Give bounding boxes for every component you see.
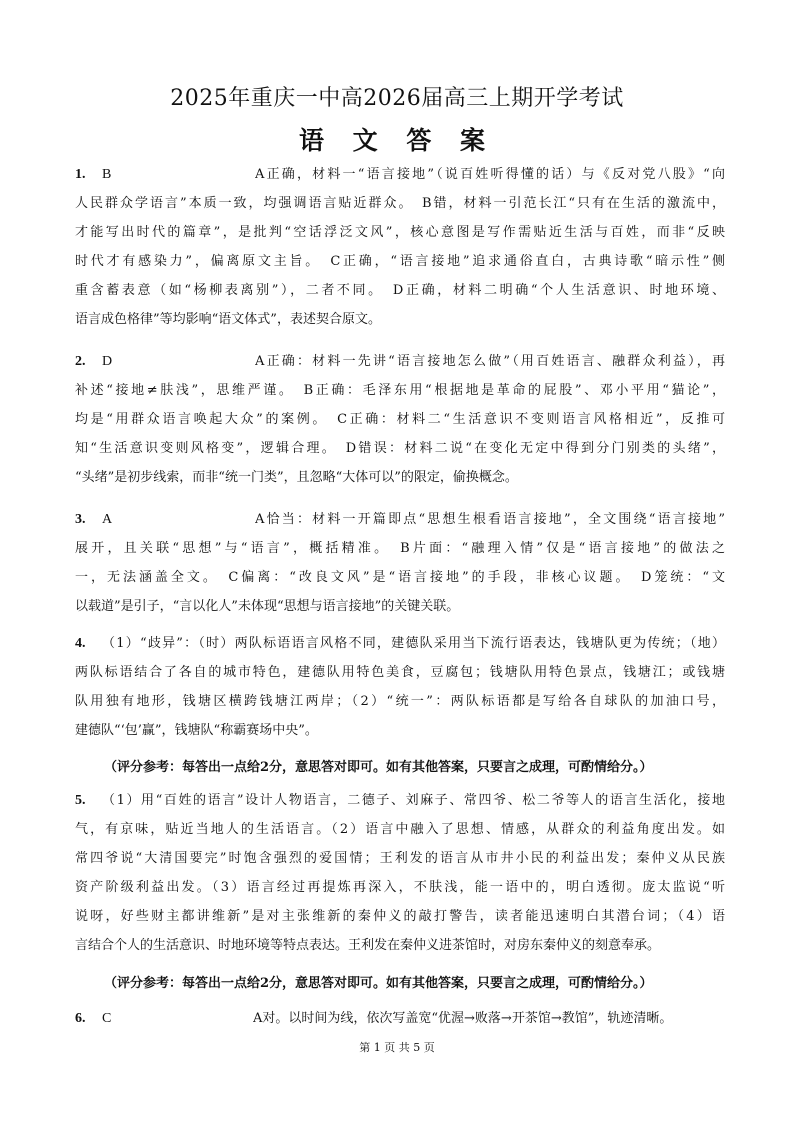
scoring-note: （评分参考：每答出一点给2分，意思答对即可。如有其他答案，只要言之成理，可酌情给分。） xyxy=(104,760,653,775)
answer-line: 一，无法涵盖全文。 C偏离：“改良文风”是“语言接地”的手段，非核心议题。 D笼统：“文 xyxy=(75,570,725,585)
answer-choice: B xyxy=(102,167,112,182)
answer-line: 以载道”是引子，“言以化人”未体现“思想与语言接地”的关键关联。 xyxy=(75,599,460,614)
question-number: 2. xyxy=(75,354,86,369)
answer-line: （1）“歧异”：（时）两队标语语言风格不同，建德队采用当下流行语表达，钱塘队更为传统；（地） xyxy=(102,636,725,651)
answer-line: 均是“用群众语言唤起大众”的案例。 C正确：材料二“生活意识不变则语言风格相近”，反推可 xyxy=(75,412,725,427)
answer-line: 语言成色格律”等均影响“语文体式”，表述契合原文。 xyxy=(75,312,381,327)
answer-line: 常四爷说“大清国要完”时饱含强烈的爱国情；王利发的语言从市井小民的利益出发；秦仲义从民族 xyxy=(75,851,725,866)
answer-line: A对。以时间为线，依次写盖宽“优渥→败落→开茶馆→教馆”，轨迹清晰。 xyxy=(253,1011,673,1026)
answer-line: A正确：材料一先讲“语言接地怎么做”（用百姓语言、融群众利益），再 xyxy=(255,354,725,369)
answer-line: 说呀，好些财主都讲维新”是对主张维新的秦仲义的敲打警告，读者能迅速明白其潜台词；（4）语 xyxy=(75,909,725,924)
answer-line: 展开，且关联“思想”与“语言”，概括精准。 B片面：“融理入情”仅是“语言接地”的做法之 xyxy=(75,541,725,556)
answer-line: （1）用“百姓的语言”设计人物语言，二德子、刘麻子、常四爷、松二爷等人的语言生活化，接地 xyxy=(102,793,725,808)
question-number: 6. xyxy=(75,1011,86,1026)
answer-choice: A xyxy=(102,512,113,527)
answer-choice: D xyxy=(102,354,113,369)
document-title: 2025年重庆一中高2026届高三上期开学考试 xyxy=(170,86,624,111)
scoring-note: （评分参考：每答出一点给2分，意思答对即可。如有其他答案，只要言之成理，可酌情给分。） xyxy=(104,976,653,991)
answer-line: 人民群众学语言”本质一致，均强调语言贴近群众。 B错，材料一引范长江“只有在生活的激流中， xyxy=(75,196,725,211)
question-number: 4. xyxy=(75,636,86,651)
answer-line: 言结合个人的生活意识、时地环境等特点表达。王利发在秦仲义进茶馆时，对房东秦仲义的刻意奉承。 xyxy=(75,938,661,953)
answer-line: 队用独有地形，钱塘区横跨钱塘江两岸；（2）“统一”：两队标语都是写给各自球队的加油口号， xyxy=(75,694,725,709)
answer-line: 才能写出时代的篇章”，是批判“空话浮泛文风”，核心意图是写作需贴近生活与百姓，而非“反映 xyxy=(75,225,725,240)
answer-line: 建德队“‘包’赢”，钱塘队“称霸赛场中央”。 xyxy=(75,723,318,738)
answer-line: 气，有京味，贴近当地人的生活语言。（2）语言中融入了思想、情感，从群众的利益角度出发。如 xyxy=(75,822,725,837)
answer-line: 知“生活意识变则风格变”，逻辑合理。 D错误：材料二说“在变化无定中得到分门别类的头绪”， xyxy=(75,441,725,456)
answer-line: 重含蓄表意（如“杨柳表离别”），二者不同。 D正确，材料二明确“个人生活意识、时地环境、 xyxy=(75,283,725,298)
page-footer: 第 1 页 共 5 页 xyxy=(359,1041,435,1054)
answer-line: 时代才有感染力”，偏离原文主旨。 C正确，“语言接地”追求通俗直白，古典诗歌“暗示性”侧 xyxy=(75,254,725,269)
answer-choice: C xyxy=(102,1011,112,1026)
answer-line: A正确，材料一“语言接地”（说百姓听得懂的话）与《反对党八股》“向 xyxy=(255,167,725,182)
answer-line: 两队标语结合了各自的城市特色，建德队用特色美食，豆腐包；钱塘队用特色景点，钱塘江；或钱塘 xyxy=(75,665,725,680)
document-subtitle: 语 文 答 案 xyxy=(298,126,496,155)
answer-line: 补述“接地≠肤浅”，思维严谨。 B正确：毛泽东用“根据地是革命的屁股”、邓小平用“猫论”， xyxy=(75,383,725,398)
question-number: 5. xyxy=(75,793,86,808)
answer-line: 资产阶级利益出发。（3）语言经过再提炼再深入，不肤浅，能一语中的，明白透彻。庞太监说“听 xyxy=(75,880,725,895)
question-number: 1. xyxy=(75,167,86,182)
question-number: 3. xyxy=(75,512,86,527)
answer-line: A恰当：材料一开篇即点“思想生根看语言接地”，全文围绕“语言接地” xyxy=(255,512,725,527)
answer-line: “头绪”是初步线索，而非“统一门类”，且忽略“大体可以”的限定，偷换概念。 xyxy=(75,470,518,485)
